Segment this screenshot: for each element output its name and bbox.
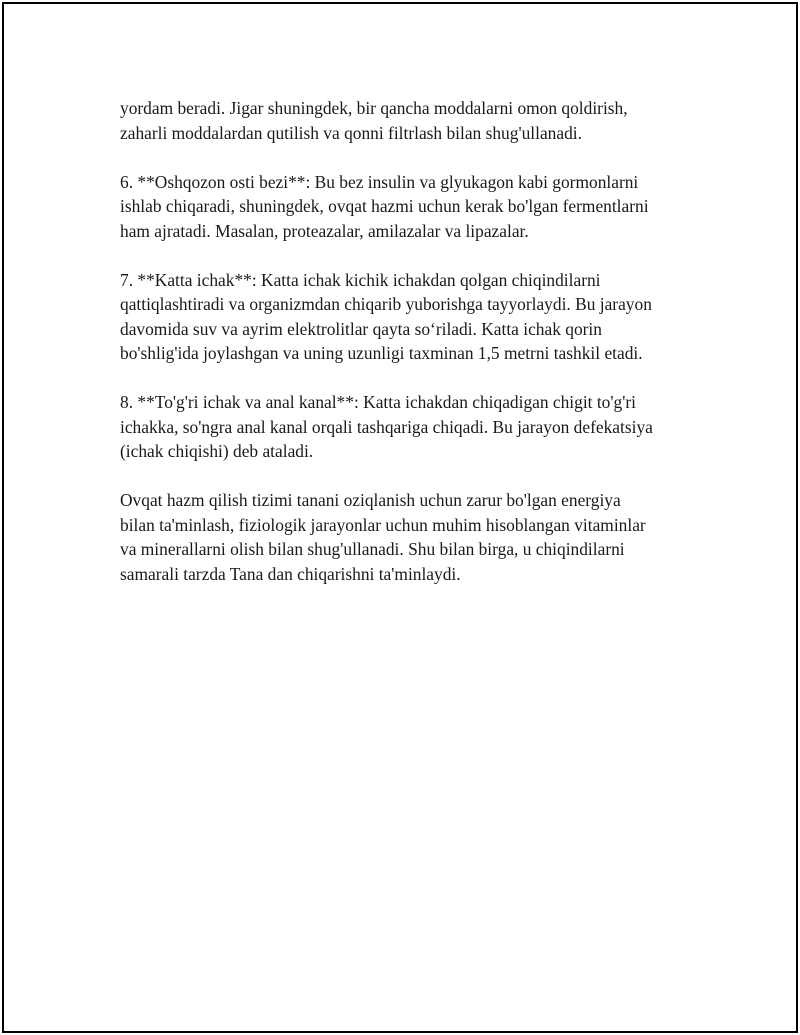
text-line: zaharli moddalardan qutilish va qonni filtrlash bilan shug'ullanadi. (120, 122, 582, 143)
paragraph-conclusion (120, 488, 720, 586)
text-line: 7. **Katta ichak**: Katta ichak kichik ichakdan qolgan chiqindilarni (120, 269, 601, 290)
paragraph-pancreas (120, 170, 720, 244)
text-line: ichakka, so'ngra anal kanal orqali tashqariga chiqadi. Bu jarayon defekatsiya (120, 416, 653, 437)
page-frame (2, 2, 798, 1033)
text-line: (ichak chiqishi) deb ataladi. (120, 441, 314, 461)
text-line: ham ajratadi. Masalan, proteazalar, amilazalar va lipazalar. (120, 220, 529, 241)
text-line: qattiqlashtiradi va organizmdan chiqarib yuborishga tayyorlaydi. Bu jarayon (120, 294, 652, 314)
text-line: samarali tarzda Tana dan chiqarishni ta'minlaydi. (120, 563, 461, 584)
paragraph-liver-continued (120, 96, 720, 145)
paragraph-large-intestine (120, 268, 720, 366)
text-line: bilan ta'minlash, fiziologik jarayonlar uchun muhim hisoblangan vitaminlar (120, 514, 646, 535)
text-line: ishlab chiqaradi, shuningdek, ovqat hazmi uchun kerak bo'lgan fermentlarni (120, 196, 649, 216)
text-line: davomida suv va ayrim elektrolitlar qayta so‘riladi. Katta ichak qorin (120, 318, 602, 339)
text-line: 8. **To'g'ri ichak va anal kanal**: Katta ichakdan chiqadigan chigit to'g'ri (120, 392, 636, 412)
text-line: va minerallarni olish bilan shug'ullanadi. Shu bilan birga, u chiqindilarni (120, 539, 625, 559)
text-line: 6. **Oshqozon osti bezi**: Bu bez insulin va glyukagon kabi gormonlarni (120, 171, 639, 192)
text-line: bo'shlig'ida joylashgan va uning uzunligi taxminan 1,5 metrni tashkil etadi. (120, 343, 643, 363)
text-line: yordam beradi. Jigar shuningdek, bir qancha moddalarni omon qoldirish, (120, 98, 628, 118)
text-line: Ovqat hazm qilish tizimi tanani oziqlanish uchun zarur bo'lgan energiya (120, 490, 621, 510)
page-body (120, 96, 720, 611)
paragraph-rectum (120, 390, 720, 464)
